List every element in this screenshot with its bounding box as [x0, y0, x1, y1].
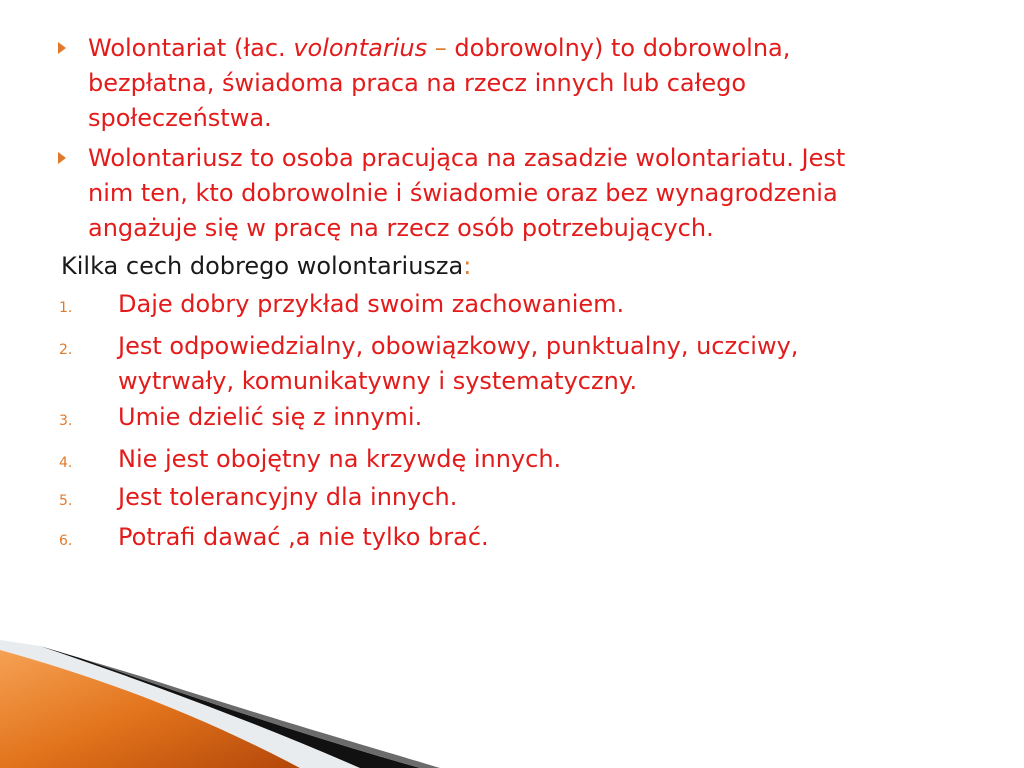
bullet-1-line-3: społeczeństwa. [88, 104, 272, 132]
list-number: 3. [59, 413, 73, 429]
bullet-2-line-2: nim ten, kto dobrowolnie i świadomie oraz bez wynagrodzenia [88, 179, 838, 207]
list-number: 5. [59, 493, 73, 509]
list-number: 4. [59, 455, 73, 471]
bullet-1-italic: volontarius [293, 34, 428, 62]
list-item-5: Jest tolerancyjny dla innych. [118, 483, 458, 511]
bullet-1-text-after: dobrowolny) to dobrowolna, [454, 34, 791, 62]
list-item-3: Umie dzielić się z innymi. [118, 403, 423, 431]
list-item-2-line-2: wytrwały, komunikatywny i systematyczny. [118, 367, 638, 395]
list-number: 1. [59, 300, 73, 316]
bullet-2-line-3: angażuje się w pracę na rzecz osób potrzebujących. [88, 214, 714, 242]
section-heading [61, 250, 471, 282]
section-heading-colon: : [463, 252, 472, 280]
bullet-2-line-1: Wolontariusz to osoba pracująca na zasadzie wolontariatu. Jest [88, 144, 846, 172]
swoosh-orange [0, 648, 300, 768]
bullet-1-dash: – [427, 34, 455, 62]
bullet-1-text-before: Wolontariat (łac. [88, 34, 294, 62]
list-item-4: Nie jest obojętny na krzywdę innych. [118, 445, 562, 473]
list-number: 6. [59, 533, 73, 549]
list-number: 2. [59, 342, 73, 358]
bullet-1-line-1 [88, 32, 790, 64]
list-item-6: Potrafi dawać ,a nie tylko brać. [118, 523, 489, 551]
bullet-1-line-2: bezpłatna, świadoma praca na rzecz innych lub całego [88, 69, 747, 97]
bullet-arrow-icon [58, 42, 66, 54]
bullet-arrow-icon [58, 152, 66, 164]
section-heading-text: Kilka cech dobrego wolontariusza [61, 252, 464, 280]
list-item-2-line-1: Jest odpowiedzialny, obowiązkowy, punktualny, uczciwy, [118, 332, 799, 360]
list-item-1: Daje dobry przykład swoim zachowaniem. [118, 290, 625, 318]
decorative-swoosh [0, 640, 1024, 768]
